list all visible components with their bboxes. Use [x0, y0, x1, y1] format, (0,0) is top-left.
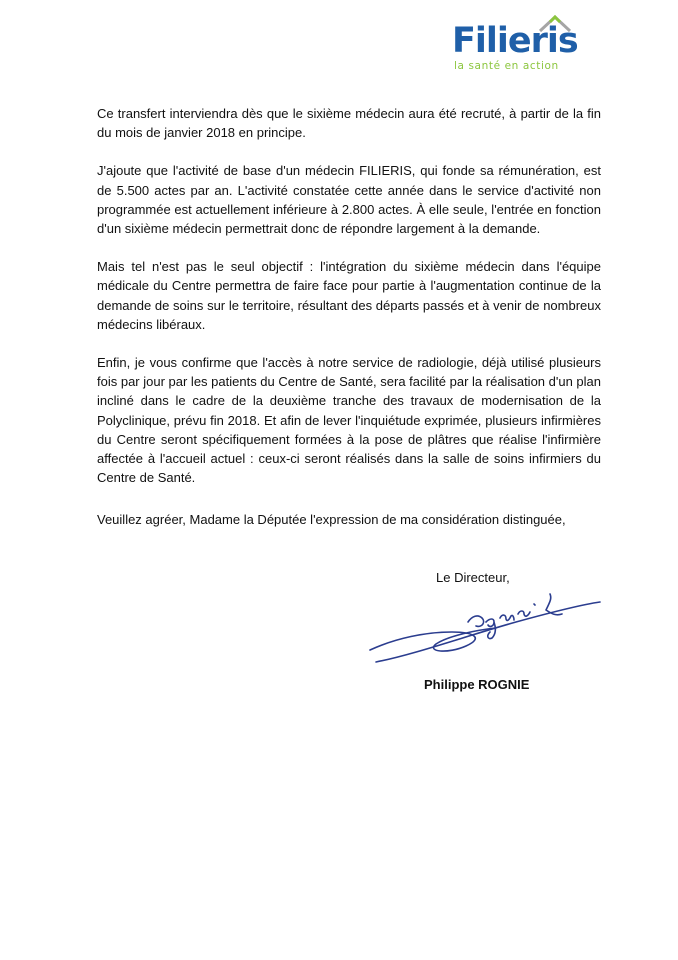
- paragraph-radiology: Enfin, je vous confirme que l'accès à notre service de radiologie, déjà utilisé plusieurs fois par jour par les patients du Centre de Santé, sera facilité par la réalisation d'un plan incliné dans le cadre de la deuxième tranche des travaux de modernisation de la Polyclinique, prévu fin 2018. Et afin de lever l'inquiétude exprimée, plusieurs infirmières du Centre seront spécifiquement formées à la pose de plâtres que réalise l'infirmière affectée à l'accueil actuel : ceux-ci seront réalisés dans la salle de soins infirmiers du Centre de Santé.: [97, 355, 601, 486]
- closing-formula: Veuillez agréer, Madame la Députée l'expression de ma considération distinguée,: [97, 512, 566, 527]
- handwritten-signature: [356, 592, 606, 672]
- logo-tagline: la santé en action: [454, 60, 559, 72]
- signer-name: Philippe ROGNIE: [424, 677, 530, 692]
- filieris-logo: [452, 14, 582, 74]
- paragraph-transfer: Ce transfert interviendra dès que le sixième médecin aura été recruté, à partir de la fin du mois de janvier 2018 en principe.: [97, 106, 601, 141]
- logo-wordmark: Filieris: [452, 21, 578, 61]
- paragraph-activity: J'ajoute que l'activité de base d'un médecin FILIERIS, qui fonde sa rémunération, est de 5.500 actes par an. L'activité constatée cette année dans le service d'activité non programmée est actuellement inférieure à 2.800 actes. À elle seule, l'entrée en fonction d'un sixième médecin permettrait donc de répondre largement à la demande.: [97, 163, 601, 237]
- signatory-title: Le Directeur,: [436, 570, 510, 585]
- letter-body: [97, 104, 601, 506]
- paragraph-objective: Mais tel n'est pas le seul objectif : l'intégration du sixième médecin dans l'équipe médicale du Centre permettra de faire face pour partie à l'augmentation continue de la demande de soins sur le territoire, résultant des départs passés et à venir de nombreux médecins libéraux.: [97, 259, 601, 332]
